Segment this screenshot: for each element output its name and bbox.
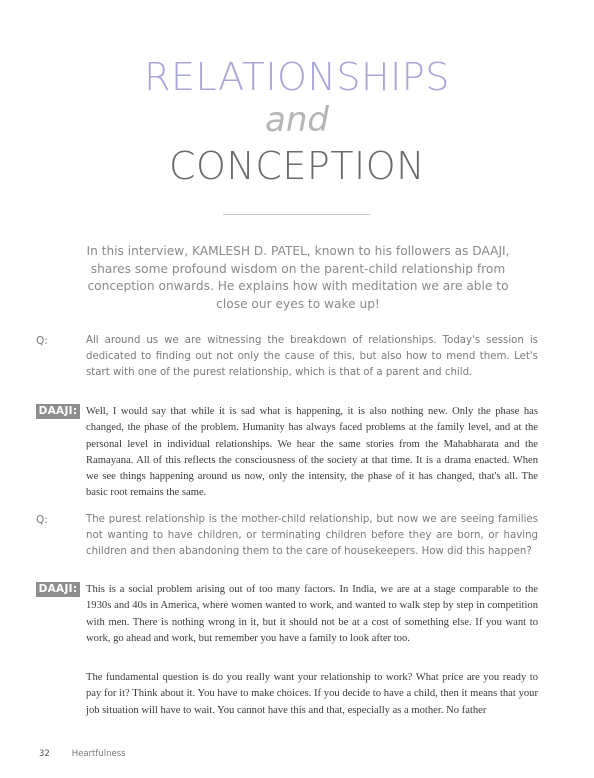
title-divider	[223, 214, 370, 215]
answer-text: Well, I would say that while it is sad what is happening, it is also nothing new. Only the phase has changed, the phase of the problem. Humanity has always faced problems at the family level, and at the personal level in individual relationships. We hear the same stories from the Mahabharata and the Ramayana. All of this reflects the consciousness of the society at that time. It is a drama enacted. When we see things happening around us now, only the intensity, the phase of it has changed, that's all. The basic root remains the same.	[86, 406, 538, 499]
title-and: and	[265, 100, 329, 140]
question-label: Q:	[36, 514, 48, 526]
question-text: The purest relationship is the mother-child relationship, but now we are seeing families not wanting to have children, or terminating children before they are born, or having children and then abandoning them to the care of housekeepers. How did this happen?	[86, 514, 538, 557]
question-label: Q:	[36, 335, 48, 347]
page-number: 32	[39, 749, 50, 759]
magazine-name: Heartfulness	[71, 749, 126, 759]
article-title	[0, 52, 594, 190]
daaji-label: DAAJI:	[36, 582, 80, 597]
daaji-label: DAAJI:	[36, 404, 80, 419]
title-relationships: RELATIONSHIPS	[144, 55, 450, 99]
page-footer	[39, 748, 126, 760]
title-conception: CONCEPTION	[168, 144, 426, 188]
answer-text: This is a social problem arising out of too many factors. In India, we are at a stage comparable to the 1930s and 40s in America, where women wanted to work, and wanted to walk step by step in competition with men. There is nothing wrong in it, but it should not be at a cost of something else. If you want to work, go ahead and work, but remember you have a family to look after too.	[86, 584, 538, 644]
question-text: All around us we are witnessing the breakdown of relationships. Today's session is dedicated to finding out not only the cause of this, but also how to mend them. Let's start with one of the purest relationship, which is that of a parent and child.	[86, 335, 538, 378]
continuation-text: The fundamental question is do you really want your relationship to work? What price are you ready to pay for it? Think about it. You have to make choices. If you decide to have a child, then it means that your job situation will have to wait. You cannot have this and that, especially as a mother. No father	[86, 672, 538, 716]
article-intro: In this interview, KAMLESH D. PATEL, known to his followers as DAAJI, shares some profound wisdom on the parent-child relationship from conception onwards. He explains how with meditation we are able to close our eyes to wake up!	[86, 244, 510, 311]
